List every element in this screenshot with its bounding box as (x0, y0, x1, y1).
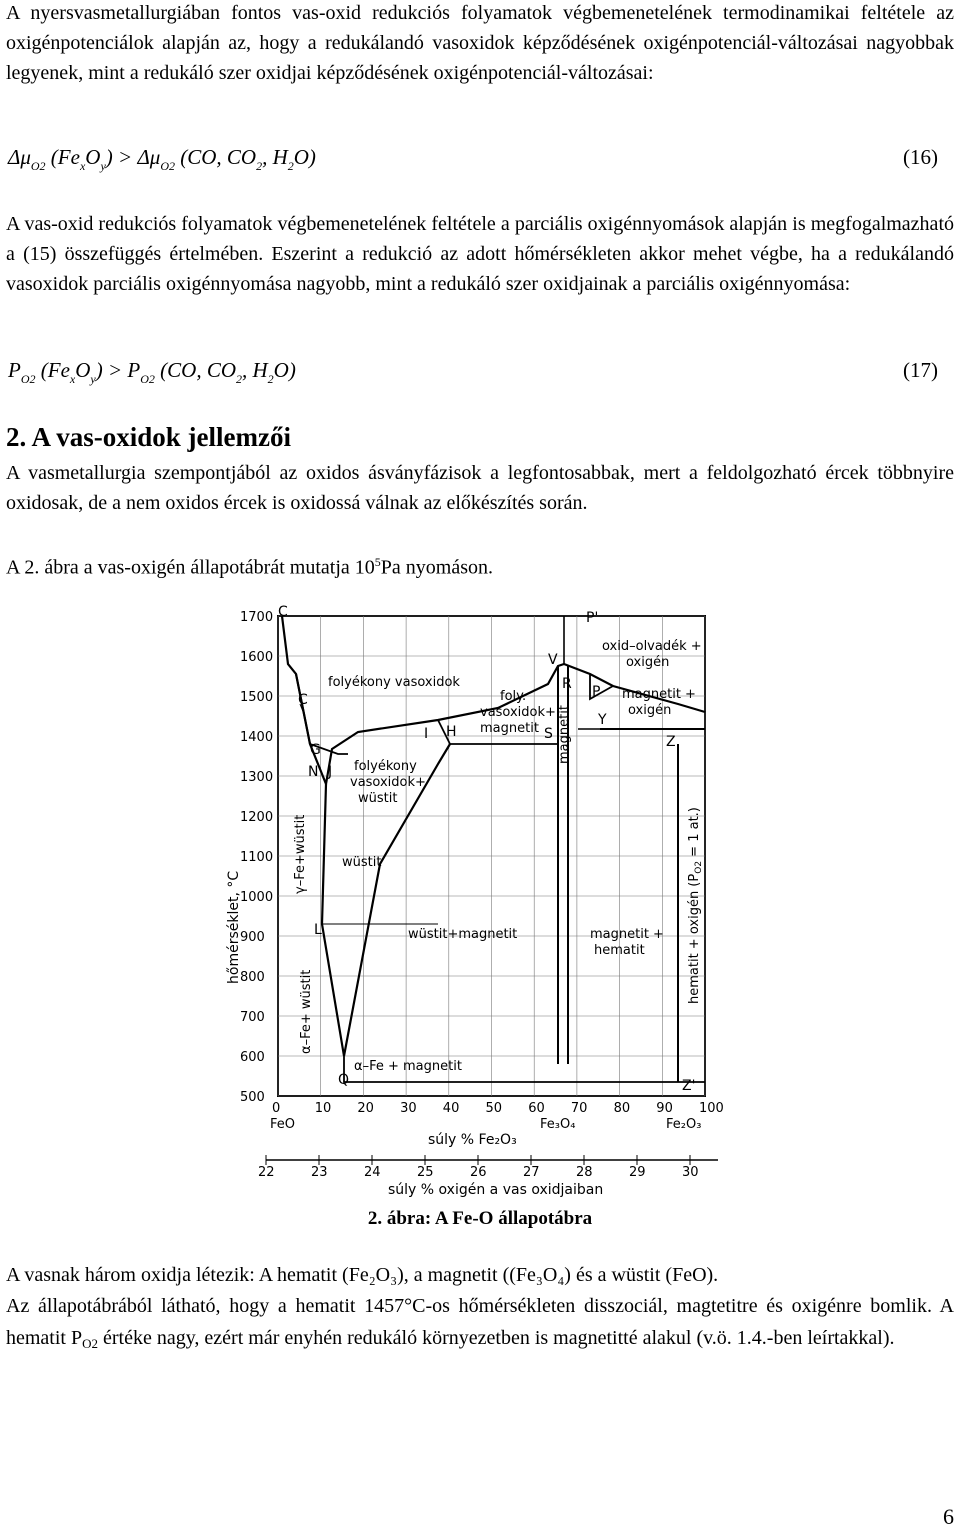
page-number: 6 (943, 1504, 954, 1529)
region-label: wüstit+magnetit (408, 927, 518, 942)
x-tick-label: 30 (400, 1101, 417, 1116)
x2-tick-label: 24 (364, 1165, 381, 1180)
region-label: folyékony vasoxidok (328, 675, 460, 690)
x-tick-label: 40 (442, 1101, 460, 1116)
x-tick-label: 50 (485, 1101, 503, 1116)
intro-paragraph: A nyersvasmetallurgiában fontos vas-oxid redukciós folyamatok végbemenetelének termodinamikai feltétele az oxigénpotenciálok alapján az, hogy a redukálandó vasoxidok képződésének oxigénpotenciál-változásai nagyobbak legyenek, mint a redukáló szer oxidjai képződésének oxigénpotenciál-változásai: (6, 2, 954, 84)
y-tick-label: 1400 (240, 730, 274, 745)
region-label: magnetit + (622, 687, 696, 702)
point-label: Z' (682, 1078, 696, 1094)
y-tick-label: 1100 (240, 850, 274, 865)
point-label: R (562, 676, 572, 692)
region-label: magnetit + (590, 927, 664, 942)
region-label: α–Fe + magnetit (354, 1059, 462, 1074)
point-label: J (328, 764, 333, 780)
x2-tick-label: 29 (629, 1165, 646, 1180)
x2-tick-label: 22 (258, 1165, 275, 1180)
region-label: vasoxidok+ (480, 705, 556, 720)
equation-number: (16) (903, 145, 938, 169)
region-label: hematit + oxigén ($P_{O2} = 1$ at.) (687, 807, 704, 1004)
equation-number: (17) (903, 358, 938, 382)
region-label: oxigén (626, 655, 670, 670)
figure-caption: 2. ábra: A Fe-O állapotábra (367, 1208, 593, 1229)
x-tick-label: 20 (357, 1101, 374, 1116)
x-tick-label: 100 (699, 1101, 724, 1116)
y-tick-label: 800 (240, 970, 265, 985)
x2-tick-label: 30 (682, 1165, 699, 1180)
region-label: α–Fe+ wüstit (299, 969, 314, 1054)
y-tick-label: 900 (240, 930, 265, 945)
y-tick-label: 1000 (240, 890, 274, 905)
point-label: Z (666, 734, 676, 750)
region-label: γ–Fe+wüstit (293, 814, 308, 894)
region-label: vasoxidok+ (350, 775, 426, 790)
y-tick-label: 1500 (240, 690, 274, 705)
point-label: C (298, 692, 308, 708)
third-paragraph: A vasmetallurgia szempontjából az oxidos ásványfázisok a legfontosabbak, mert a feldolgozható ércek többnyire oxidosak, de a nem oxidos ércek is oxidossá válnak az előkészítés során. (6, 462, 954, 514)
x-axis-label: súly % Fe₂O₃ (428, 1132, 517, 1148)
point-label: Q (338, 1072, 350, 1088)
fe2o3-label: Fe₂O₃ (666, 1117, 702, 1132)
region-label: oxigén (628, 703, 672, 718)
feo-label: FeO (270, 1117, 295, 1132)
y-tick-label: 1700 (240, 610, 274, 625)
y-tick-label: 1200 (240, 810, 274, 825)
x2-tick-label: 28 (576, 1165, 593, 1180)
region-label: foly. (500, 689, 527, 704)
y-tick-label: 700 (240, 1010, 265, 1025)
x2-tick-label: 23 (311, 1165, 328, 1180)
x2-tick-label: 25 (417, 1165, 434, 1180)
x-tick-label: 0 (272, 1101, 281, 1116)
region-label: hematit (594, 943, 645, 958)
x-tick-label: 60 (528, 1101, 545, 1116)
oxides-paragraph: A vasnak három oxidja létezik: A hematit (Fe₂O₃), a magnetit ((Fe₃O₄) és a wüstit (FeO). (6, 1264, 719, 1286)
y-tick-label: 1300 (240, 770, 274, 785)
x-tick-label: 70 (570, 1101, 588, 1116)
y-tick-label: 1600 (240, 650, 274, 665)
x2-tick-label: 27 (523, 1165, 540, 1180)
second-paragraph: A vas-oxid redukciós folyamatok végbemenetelének feltétele a parciális oxigénnyomások alapján is megfogalmazható a (15) összefüggés értelmében. Eszerint a redukció az adott hőmérsékleten akkor mehet végbe, ha a redukálandó vasoxidok parciális oxigénnyomása nagyobb, mint a redukáló szer oxidjainak a parciális oxigénnyomása: (6, 213, 954, 295)
figure-intro-paragraph: A 2. ábra a vas-oxigén állapotábrát mutatja $10^5Pa$ nyomáson. (6, 555, 493, 579)
point-label: Y (598, 712, 607, 728)
y-axis-label: hőmérséklet, °C (226, 870, 242, 984)
y-tick-label: 600 (240, 1050, 265, 1065)
x-tick-label: 80 (613, 1101, 631, 1116)
y-tick-label: 500 (240, 1090, 265, 1105)
point-label: V (548, 652, 558, 668)
point-label: N (308, 764, 319, 780)
x2-tick-label: 26 (470, 1165, 487, 1180)
region-label: magnetit (480, 721, 539, 736)
equation-17: $P_{O2}$ $(Fe_xO_y) > P_{O2}$ (CO, $CO_2$, $H_2O$) (17) (8, 358, 938, 386)
secondary-x-axis-label: súly % oxigén a vas oxidjaiban (388, 1182, 604, 1198)
point-label: P (592, 684, 601, 700)
point-label: L (314, 922, 322, 938)
point-label: G (310, 742, 321, 758)
point-label: H (446, 724, 457, 740)
x-tick-label: 90 (656, 1101, 673, 1116)
point-label: C (278, 604, 288, 620)
section-heading: 2. A vas-oxidok jellemzői (6, 422, 291, 452)
point-label: P' (586, 610, 599, 626)
hematite-paragraph: Az állapotábrából látható, hogy a hematit 1457°C-os hőmérsékleten disszociál, magtetitre és oxigénre bomlik. A hematit $P_{O2}$ értéke nagy, ezért már enyhén redukáló környezetben is magnetitté alakul (v.ö. 1.4.-ben leírtakkal). (6, 1295, 954, 1351)
fe-o-phase-diagram (218, 604, 758, 1204)
equation-16: $\Delta\mu_{O2}$ $(Fe_xO_y) > \Delta\mu_{O2}$ (CO, $CO_2$, $H_2O$) (16) (8, 145, 938, 173)
region-label: wüstit (342, 855, 382, 870)
point-label: I (424, 726, 429, 742)
point-label: S (544, 726, 553, 742)
region-label: wüstit (358, 791, 398, 806)
fe3o4-label: Fe₃O₄ (540, 1117, 576, 1132)
region-label: magnetit (557, 705, 572, 764)
region-label: folyékony (354, 759, 417, 774)
region-label: oxid–olvadék + (602, 639, 702, 654)
x-tick-label: 10 (314, 1101, 332, 1116)
